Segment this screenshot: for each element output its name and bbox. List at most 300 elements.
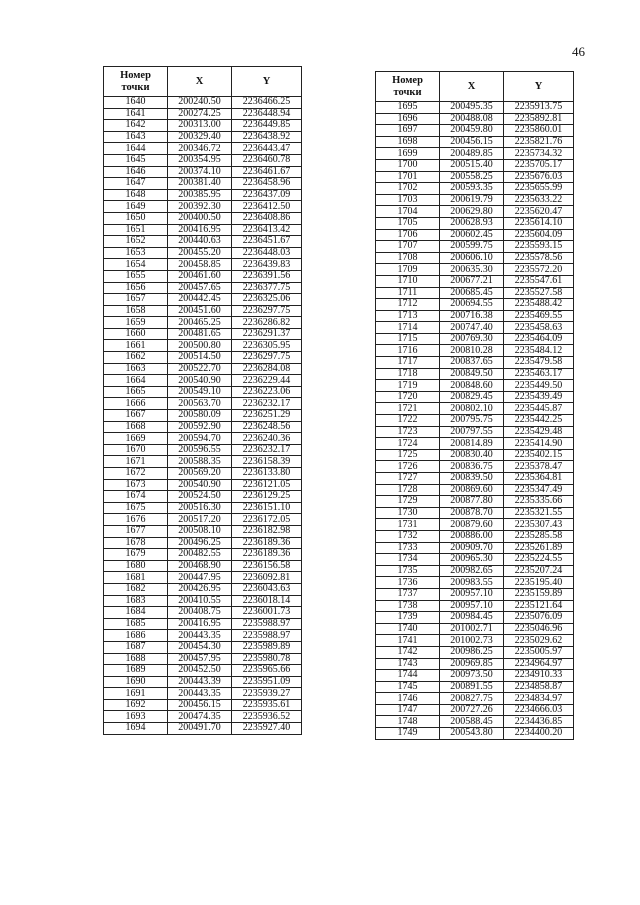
y-coordinate-cell: 2236001.73: [232, 607, 302, 619]
table-row: [104, 618, 302, 630]
table-row: [104, 305, 302, 317]
y-coordinate-cell: 2235207.24: [504, 565, 574, 577]
x-coordinate-cell: 200443.35: [168, 630, 232, 642]
y-coordinate-cell: 2235988.97: [232, 630, 302, 642]
table-row: [104, 607, 302, 619]
x-coordinate-cell: 200849.50: [440, 368, 504, 380]
y-coordinate-cell: 2236129.25: [232, 491, 302, 503]
y-coordinate-cell: 2236189.36: [232, 549, 302, 561]
x-coordinate-cell: 200580.09: [168, 410, 232, 422]
table-row: [104, 421, 302, 433]
y-coordinate-cell: 2236133.80: [232, 468, 302, 480]
x-coordinate-cell: 200558.25: [440, 171, 504, 183]
table-row: [104, 201, 302, 213]
column-header-y: Y: [232, 67, 302, 97]
point-number-cell: 1740: [376, 623, 440, 635]
table-row: [376, 194, 574, 206]
point-number-cell: 1748: [376, 716, 440, 728]
table-row: [104, 491, 302, 503]
y-coordinate-cell: 2236408.86: [232, 212, 302, 224]
y-coordinate-cell: 2236461.67: [232, 166, 302, 178]
x-coordinate-cell: 200491.70: [168, 723, 232, 735]
table-row: [104, 363, 302, 375]
y-coordinate-cell: 2235449.50: [504, 380, 574, 392]
table-row: [104, 468, 302, 480]
point-number-cell: 1655: [104, 270, 168, 282]
x-coordinate-cell: 201002.73: [440, 635, 504, 647]
y-coordinate-cell: 2236297.75: [232, 352, 302, 364]
point-number-cell: 1646: [104, 166, 168, 178]
point-number-cell: 1733: [376, 542, 440, 554]
x-coordinate-cell: 200727.26: [440, 704, 504, 716]
table-row: [376, 136, 574, 148]
y-coordinate-cell: 2235620.47: [504, 206, 574, 218]
point-number-cell: 1694: [104, 723, 168, 735]
y-coordinate-cell: 2235821.76: [504, 136, 574, 148]
y-coordinate-cell: 2235593.15: [504, 241, 574, 253]
point-number-cell: 1689: [104, 665, 168, 677]
column-header-x: X: [168, 67, 232, 97]
x-coordinate-cell: 200410.55: [168, 595, 232, 607]
table-row: [104, 444, 302, 456]
y-coordinate-cell: 2236232.17: [232, 444, 302, 456]
x-coordinate-cell: 200747.40: [440, 322, 504, 334]
x-coordinate-cell: 200452.50: [168, 665, 232, 677]
y-coordinate-cell: 2235364.81: [504, 473, 574, 485]
table-row: [104, 502, 302, 514]
y-coordinate-cell: 2236189.36: [232, 537, 302, 549]
column-header-x: X: [440, 72, 504, 102]
x-coordinate-cell: 200443.35: [168, 688, 232, 700]
x-coordinate-cell: 200869.60: [440, 484, 504, 496]
y-coordinate-cell: 2236458.96: [232, 178, 302, 190]
table-row: [376, 206, 574, 218]
point-number-cell: 1653: [104, 247, 168, 259]
y-coordinate-cell: 2235378.47: [504, 461, 574, 473]
y-coordinate-cell: 2236172.05: [232, 514, 302, 526]
y-coordinate-cell: 2236018.14: [232, 595, 302, 607]
x-coordinate-cell: 200957.10: [440, 600, 504, 612]
x-coordinate-cell: 200986.25: [440, 646, 504, 658]
point-number-cell: 1706: [376, 229, 440, 241]
table-row: [104, 212, 302, 224]
x-coordinate-cell: 200489.85: [440, 148, 504, 160]
x-coordinate-cell: 200592.90: [168, 421, 232, 433]
y-coordinate-cell: 2234834.97: [504, 693, 574, 705]
x-coordinate-cell: 200381.40: [168, 178, 232, 190]
table-row: [104, 653, 302, 665]
table-row: [104, 131, 302, 143]
point-number-cell: 1720: [376, 391, 440, 403]
table-row: [104, 433, 302, 445]
point-number-cell: 1683: [104, 595, 168, 607]
point-number-cell: 1675: [104, 502, 168, 514]
x-coordinate-cell: 200522.70: [168, 363, 232, 375]
x-coordinate-cell: 200549.10: [168, 386, 232, 398]
column-header-point-line2: точки: [393, 86, 422, 98]
table-row: [104, 595, 302, 607]
y-coordinate-cell: 2235402.15: [504, 449, 574, 461]
point-number-cell: 1725: [376, 449, 440, 461]
point-number-cell: 1692: [104, 699, 168, 711]
point-number-cell: 1647: [104, 178, 168, 190]
point-number-cell: 1685: [104, 618, 168, 630]
table-row: [376, 310, 574, 322]
x-coordinate-cell: 200984.45: [440, 612, 504, 624]
x-coordinate-cell: 200628.93: [440, 217, 504, 229]
y-coordinate-cell: 2235935.61: [232, 699, 302, 711]
y-coordinate-cell: 2235307.43: [504, 519, 574, 531]
y-coordinate-cell: 2235159.89: [504, 588, 574, 600]
table-row: [376, 507, 574, 519]
column-header-point-line1: Номер: [392, 74, 423, 86]
point-number-cell: 1722: [376, 415, 440, 427]
table-row: [376, 333, 574, 345]
y-coordinate-cell: 2236460.78: [232, 154, 302, 166]
y-coordinate-cell: 2236297.75: [232, 305, 302, 317]
x-coordinate-cell: 200354.95: [168, 154, 232, 166]
x-coordinate-cell: 200514.50: [168, 352, 232, 364]
y-coordinate-cell: 2236251.29: [232, 410, 302, 422]
point-number-cell: 1701: [376, 171, 440, 183]
coordinates-table-left: [103, 66, 302, 735]
x-coordinate-cell: 200240.50: [168, 97, 232, 109]
point-number-cell: 1672: [104, 468, 168, 480]
column-header-point-line1: Номер: [120, 69, 151, 81]
x-coordinate-cell: 200827.75: [440, 693, 504, 705]
column-header-point-number: [104, 67, 168, 97]
table-row: [376, 461, 574, 473]
y-coordinate-cell: 2235604.09: [504, 229, 574, 241]
y-coordinate-cell: 2235224.55: [504, 554, 574, 566]
table-row: [376, 345, 574, 357]
y-coordinate-cell: 2236391.56: [232, 270, 302, 282]
table-row: [104, 456, 302, 468]
x-coordinate-cell: 200374.10: [168, 166, 232, 178]
x-coordinate-cell: 200973.50: [440, 670, 504, 682]
point-number-cell: 1749: [376, 728, 440, 740]
table-row: [376, 484, 574, 496]
x-coordinate-cell: 200392.30: [168, 201, 232, 213]
y-coordinate-cell: 2235989.89: [232, 641, 302, 653]
y-coordinate-cell: 2235285.58: [504, 530, 574, 542]
y-coordinate-cell: 2235936.52: [232, 711, 302, 723]
y-coordinate-cell: 2234436.85: [504, 716, 574, 728]
point-number-cell: 1743: [376, 658, 440, 670]
y-coordinate-cell: 2236438.92: [232, 131, 302, 143]
point-number-cell: 1712: [376, 299, 440, 311]
table-row: [376, 438, 574, 450]
y-coordinate-cell: 2236377.75: [232, 282, 302, 294]
table-row: [104, 178, 302, 190]
point-number-cell: 1645: [104, 154, 168, 166]
table-row: [104, 247, 302, 259]
y-coordinate-cell: 2235335.66: [504, 496, 574, 508]
y-coordinate-cell: 2236121.05: [232, 479, 302, 491]
y-coordinate-cell: 2235614.10: [504, 217, 574, 229]
x-coordinate-cell: 200456.15: [440, 136, 504, 148]
table-header-row: [104, 67, 302, 97]
point-number-cell: 1673: [104, 479, 168, 491]
point-number-cell: 1695: [376, 102, 440, 114]
y-coordinate-cell: 2236156.58: [232, 560, 302, 572]
point-number-cell: 1680: [104, 560, 168, 572]
y-coordinate-cell: 2236466.25: [232, 97, 302, 109]
point-number-cell: 1649: [104, 201, 168, 213]
y-coordinate-cell: 2235347.49: [504, 484, 574, 496]
y-coordinate-cell: 2236229.44: [232, 375, 302, 387]
table-row: [376, 716, 574, 728]
point-number-cell: 1651: [104, 224, 168, 236]
y-coordinate-cell: 2235988.97: [232, 618, 302, 630]
point-number-cell: 1667: [104, 410, 168, 422]
point-number-cell: 1660: [104, 328, 168, 340]
table-row: [104, 224, 302, 236]
x-coordinate-cell: 200458.85: [168, 259, 232, 271]
table-row: [376, 623, 574, 635]
x-coordinate-cell: 200515.40: [440, 159, 504, 171]
point-number-cell: 1652: [104, 236, 168, 248]
table-row: [104, 410, 302, 422]
point-number-cell: 1641: [104, 108, 168, 120]
table-row: [104, 549, 302, 561]
table-row: [376, 391, 574, 403]
table-row: [376, 252, 574, 264]
point-number-cell: 1742: [376, 646, 440, 658]
coordinates-table-right: [375, 71, 574, 740]
y-coordinate-cell: 2236305.95: [232, 340, 302, 352]
y-coordinate-cell: 2235429.48: [504, 426, 574, 438]
x-coordinate-cell: 200540.90: [168, 479, 232, 491]
y-coordinate-cell: 2236439.83: [232, 259, 302, 271]
y-coordinate-cell: 2235029.62: [504, 635, 574, 647]
y-coordinate-cell: 2235527.58: [504, 287, 574, 299]
x-coordinate-cell: 200839.50: [440, 473, 504, 485]
table-row: [376, 577, 574, 589]
table-row: [104, 328, 302, 340]
point-number-cell: 1698: [376, 136, 440, 148]
y-coordinate-cell: 2235484.12: [504, 345, 574, 357]
table-row: [104, 97, 302, 109]
table-row: [104, 120, 302, 132]
x-coordinate-cell: 200602.45: [440, 229, 504, 241]
point-number-cell: 1658: [104, 305, 168, 317]
table-row: [376, 704, 574, 716]
y-coordinate-cell: 2235479.58: [504, 357, 574, 369]
y-coordinate-cell: 2235261.89: [504, 542, 574, 554]
point-number-cell: 1684: [104, 607, 168, 619]
point-number-cell: 1736: [376, 577, 440, 589]
x-coordinate-cell: 200416.95: [168, 224, 232, 236]
table-row: [104, 166, 302, 178]
y-coordinate-cell: 2236286.82: [232, 317, 302, 329]
table-row: [376, 635, 574, 647]
y-coordinate-cell: 2235655.99: [504, 183, 574, 195]
x-coordinate-cell: 200447.95: [168, 572, 232, 584]
x-coordinate-cell: 200878.70: [440, 507, 504, 519]
point-number-cell: 1715: [376, 333, 440, 345]
x-coordinate-cell: 200457.95: [168, 653, 232, 665]
table-row: [376, 565, 574, 577]
y-coordinate-cell: 2234858.87: [504, 681, 574, 693]
point-number-cell: 1731: [376, 519, 440, 531]
x-coordinate-cell: 200769.30: [440, 333, 504, 345]
y-coordinate-cell: 2235734.32: [504, 148, 574, 160]
x-coordinate-cell: 200459.80: [440, 125, 504, 137]
x-coordinate-cell: 200488.08: [440, 113, 504, 125]
point-number-cell: 1719: [376, 380, 440, 392]
point-number-cell: 1714: [376, 322, 440, 334]
table-row: [104, 352, 302, 364]
y-coordinate-cell: 2235463.17: [504, 368, 574, 380]
table-row: [104, 699, 302, 711]
table-row: [104, 317, 302, 329]
y-coordinate-cell: 2235913.75: [504, 102, 574, 114]
point-number-cell: 1650: [104, 212, 168, 224]
point-number-cell: 1676: [104, 514, 168, 526]
table-row: [376, 102, 574, 114]
point-number-cell: 1713: [376, 310, 440, 322]
y-coordinate-cell: 2236448.94: [232, 108, 302, 120]
x-coordinate-cell: 200508.10: [168, 525, 232, 537]
table-header-row: [376, 72, 574, 102]
table-row: [104, 723, 302, 735]
point-number-cell: 1644: [104, 143, 168, 155]
point-number-cell: 1734: [376, 554, 440, 566]
x-coordinate-cell: 200474.35: [168, 711, 232, 723]
table-row: [104, 514, 302, 526]
x-coordinate-cell: 200596.55: [168, 444, 232, 456]
table-row: [376, 646, 574, 658]
table-row: [376, 357, 574, 369]
x-coordinate-cell: 200965.30: [440, 554, 504, 566]
y-coordinate-cell: 2235547.61: [504, 275, 574, 287]
x-coordinate-cell: 200454.30: [168, 641, 232, 653]
x-coordinate-cell: 200830.40: [440, 449, 504, 461]
x-coordinate-cell: 200426.95: [168, 583, 232, 595]
table-row: [104, 375, 302, 387]
point-number-cell: 1708: [376, 252, 440, 264]
column-header-point-line2: точки: [121, 81, 150, 93]
page-number: 46: [572, 44, 585, 59]
point-number-cell: 1711: [376, 287, 440, 299]
y-coordinate-cell: 2235980.78: [232, 653, 302, 665]
point-number-cell: 1669: [104, 433, 168, 445]
x-coordinate-cell: 200716.38: [440, 310, 504, 322]
table-row: [104, 560, 302, 572]
point-number-cell: 1716: [376, 345, 440, 357]
x-coordinate-cell: 201002.71: [440, 623, 504, 635]
point-number-cell: 1747: [376, 704, 440, 716]
x-coordinate-cell: 200982.65: [440, 565, 504, 577]
x-coordinate-cell: 200456.15: [168, 699, 232, 711]
x-coordinate-cell: 200909.70: [440, 542, 504, 554]
y-coordinate-cell: 2236437.09: [232, 189, 302, 201]
point-number-cell: 1744: [376, 670, 440, 682]
x-coordinate-cell: 200443.39: [168, 676, 232, 688]
x-coordinate-cell: 200329.40: [168, 131, 232, 143]
point-number-cell: 1730: [376, 507, 440, 519]
x-coordinate-cell: 200481.65: [168, 328, 232, 340]
y-coordinate-cell: 2236291.37: [232, 328, 302, 340]
x-coordinate-cell: 200797.55: [440, 426, 504, 438]
table-row: [376, 275, 574, 287]
table-row: [376, 217, 574, 229]
point-number-cell: 1670: [104, 444, 168, 456]
x-coordinate-cell: 200400.50: [168, 212, 232, 224]
x-coordinate-cell: 200495.35: [440, 102, 504, 114]
point-number-cell: 1704: [376, 206, 440, 218]
table-row: [376, 380, 574, 392]
y-coordinate-cell: 2235965.66: [232, 665, 302, 677]
point-number-cell: 1732: [376, 530, 440, 542]
table-row: [376, 473, 574, 485]
column-header-y: Y: [504, 72, 574, 102]
table-row: [104, 688, 302, 700]
table-row: [104, 270, 302, 282]
point-number-cell: 1664: [104, 375, 168, 387]
point-number-cell: 1729: [376, 496, 440, 508]
y-coordinate-cell: 2235464.09: [504, 333, 574, 345]
y-coordinate-cell: 2236092.81: [232, 572, 302, 584]
x-coordinate-cell: 200455.20: [168, 247, 232, 259]
y-coordinate-cell: 2235892.81: [504, 113, 574, 125]
y-coordinate-cell: 2234964.97: [504, 658, 574, 670]
point-number-cell: 1718: [376, 368, 440, 380]
x-coordinate-cell: 200416.95: [168, 618, 232, 630]
table-row: [376, 183, 574, 195]
table-row: [376, 519, 574, 531]
point-number-cell: 1702: [376, 183, 440, 195]
point-number-cell: 1745: [376, 681, 440, 693]
y-coordinate-cell: 2235195.40: [504, 577, 574, 589]
x-coordinate-cell: 200891.55: [440, 681, 504, 693]
point-number-cell: 1677: [104, 525, 168, 537]
table-row: [376, 681, 574, 693]
y-coordinate-cell: 2235705.17: [504, 159, 574, 171]
x-coordinate-cell: 200879.60: [440, 519, 504, 531]
point-number-cell: 1726: [376, 461, 440, 473]
y-coordinate-cell: 2236248.56: [232, 421, 302, 433]
table-row: [376, 113, 574, 125]
x-coordinate-cell: 200802.10: [440, 403, 504, 415]
x-coordinate-cell: 200795.75: [440, 415, 504, 427]
x-coordinate-cell: 200461.60: [168, 270, 232, 282]
point-number-cell: 1690: [104, 676, 168, 688]
point-number-cell: 1699: [376, 148, 440, 160]
x-coordinate-cell: 200482.55: [168, 549, 232, 561]
x-coordinate-cell: 200442.45: [168, 294, 232, 306]
point-number-cell: 1693: [104, 711, 168, 723]
x-coordinate-cell: 200957.10: [440, 588, 504, 600]
point-number-cell: 1642: [104, 120, 168, 132]
point-number-cell: 1688: [104, 653, 168, 665]
point-number-cell: 1674: [104, 491, 168, 503]
table-row: [376, 496, 574, 508]
x-coordinate-cell: 200635.30: [440, 264, 504, 276]
point-number-cell: 1679: [104, 549, 168, 561]
y-coordinate-cell: 2235005.97: [504, 646, 574, 658]
table-row: [376, 449, 574, 461]
table-row: [104, 711, 302, 723]
x-coordinate-cell: 200496.25: [168, 537, 232, 549]
table-row: [376, 554, 574, 566]
point-number-cell: 1659: [104, 317, 168, 329]
y-coordinate-cell: 2235046.96: [504, 623, 574, 635]
x-coordinate-cell: 200524.50: [168, 491, 232, 503]
table-row: [376, 148, 574, 160]
x-coordinate-cell: 200313.00: [168, 120, 232, 132]
